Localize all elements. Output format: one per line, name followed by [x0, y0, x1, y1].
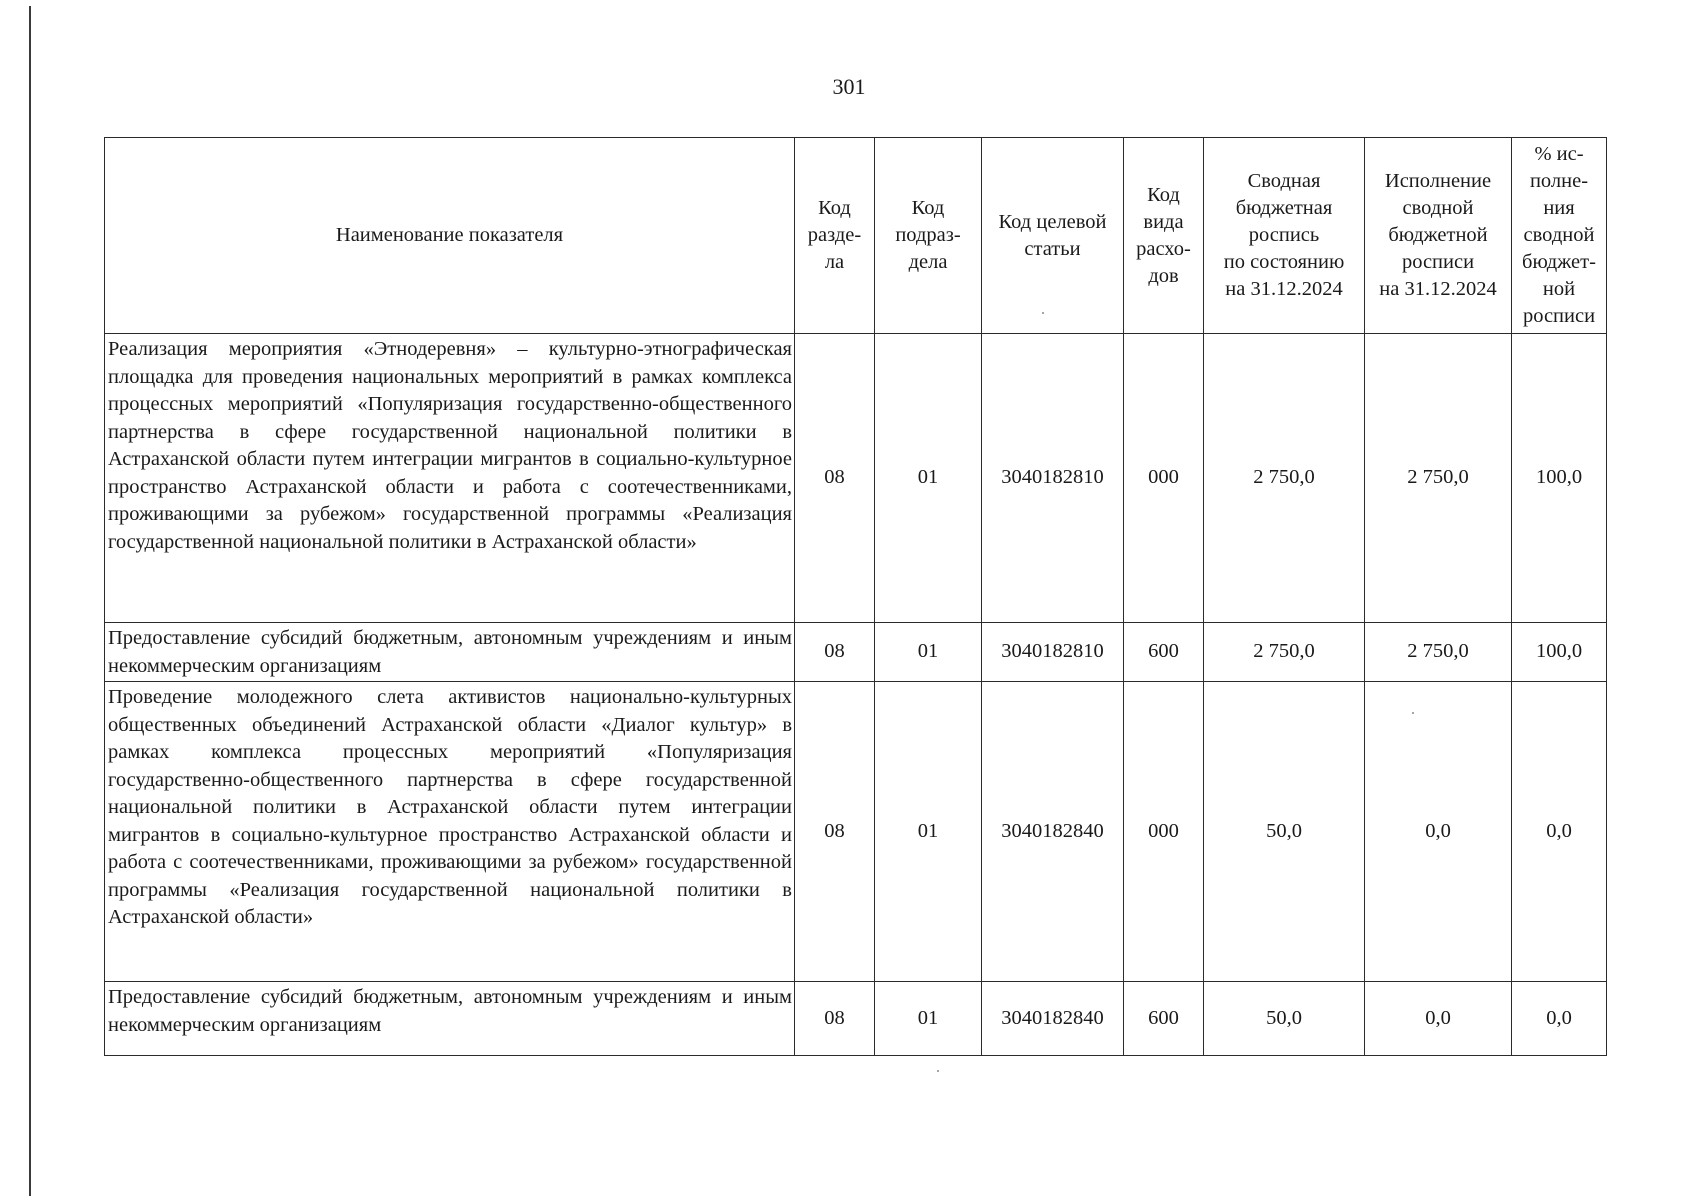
- header-expense-code: Код вида расхо- дов: [1124, 138, 1204, 334]
- row-target-code: 3040182840: [982, 682, 1124, 982]
- header-section-code: Код разде- ла: [795, 138, 875, 334]
- row-name: Предоставление субсидий бюджетным, автономным учреждениям и иным некоммерческим организациям: [105, 982, 795, 1056]
- row-plan: 50,0: [1204, 682, 1365, 982]
- scan-speck: [1412, 712, 1414, 714]
- header-subsection-code: Код подраз- дела: [875, 138, 982, 334]
- row-percent: 0,0: [1512, 982, 1607, 1056]
- table-row: [105, 623, 1607, 682]
- row-name: Проведение молодежного слета активистов национально-культурных общественных объединений Астраханской области «Диалог культур» в рамках комплекса процессных мероприятий «Популяризация государственно-общественного партнерства в сфере государственной национальной политики в Астраханской области путем интеграции мигрантов в социально-культурное пространство Астраханской области и работа с соотечественниками, проживающими за рубежом» государственной программы «Реализация государственной национальной политики в Астраханской области»: [105, 682, 795, 982]
- row-target-code: 3040182840: [982, 982, 1124, 1056]
- row-target-code: 3040182810: [982, 623, 1124, 682]
- row-name: Реализация мероприятия «Этнодеревня» – культурно-этнографическая площадка для проведения национальных мероприятий в рамках комплекса процессных мероприятий «Популяризация государственно-общественного партнерства в сфере государственной национальной политики в Астраханской области путем интеграции мигрантов в социально-культурное пространство Астраханской области и работа с соотечественниками, проживающими за рубежом» государственной программы «Реализация государственной национальной политики в Астраханской области»: [105, 334, 795, 623]
- row-expense-code: 600: [1124, 623, 1204, 682]
- row-execution: 2 750,0: [1365, 623, 1512, 682]
- scan-edge-line: [29, 6, 31, 1196]
- page-number-text: 301: [832, 74, 866, 99]
- row-section-code: 08: [795, 623, 875, 682]
- header-name: Наименование показателя: [105, 138, 795, 334]
- header-percent: % ис- полне- ния сводной бюджет- ной росписи: [1512, 138, 1607, 334]
- row-execution: 2 750,0: [1365, 334, 1512, 623]
- row-expense-code: 000: [1124, 334, 1204, 623]
- row-section-code: 08: [795, 682, 875, 982]
- table-header-row: [105, 138, 1607, 334]
- row-plan: 2 750,0: [1204, 623, 1365, 682]
- row-subsection-code: 01: [875, 682, 982, 982]
- row-subsection-code: 01: [875, 334, 982, 623]
- row-percent: 100,0: [1512, 623, 1607, 682]
- header-plan: Сводная бюджетная роспись по состоянию на 31.12.2024: [1204, 138, 1365, 334]
- row-plan: 50,0: [1204, 982, 1365, 1056]
- row-name: Предоставление субсидий бюджетным, автономным учреждениям и иным некоммерческим организациям: [105, 623, 795, 682]
- row-section-code: 08: [795, 334, 875, 623]
- row-expense-code: 000: [1124, 682, 1204, 982]
- row-subsection-code: 01: [875, 623, 982, 682]
- scan-speck: [1042, 312, 1044, 314]
- page-number: [0, 74, 1696, 100]
- header-execution: Исполнение сводной бюджетной росписи на 31.12.2024: [1365, 138, 1512, 334]
- row-execution: 0,0: [1365, 682, 1512, 982]
- row-plan: 2 750,0: [1204, 334, 1365, 623]
- table-row: [105, 334, 1607, 623]
- budget-execution-table: [104, 137, 1607, 1056]
- row-section-code: 08: [795, 982, 875, 1056]
- table-row: [105, 982, 1607, 1056]
- row-execution: 0,0: [1365, 982, 1512, 1056]
- header-target-code: Код целевой статьи: [982, 138, 1124, 334]
- scan-speck: [937, 1070, 939, 1072]
- row-percent: 0,0: [1512, 682, 1607, 982]
- row-expense-code: 600: [1124, 982, 1204, 1056]
- row-percent: 100,0: [1512, 334, 1607, 623]
- table-row: [105, 682, 1607, 982]
- row-target-code: 3040182810: [982, 334, 1124, 623]
- row-subsection-code: 01: [875, 982, 982, 1056]
